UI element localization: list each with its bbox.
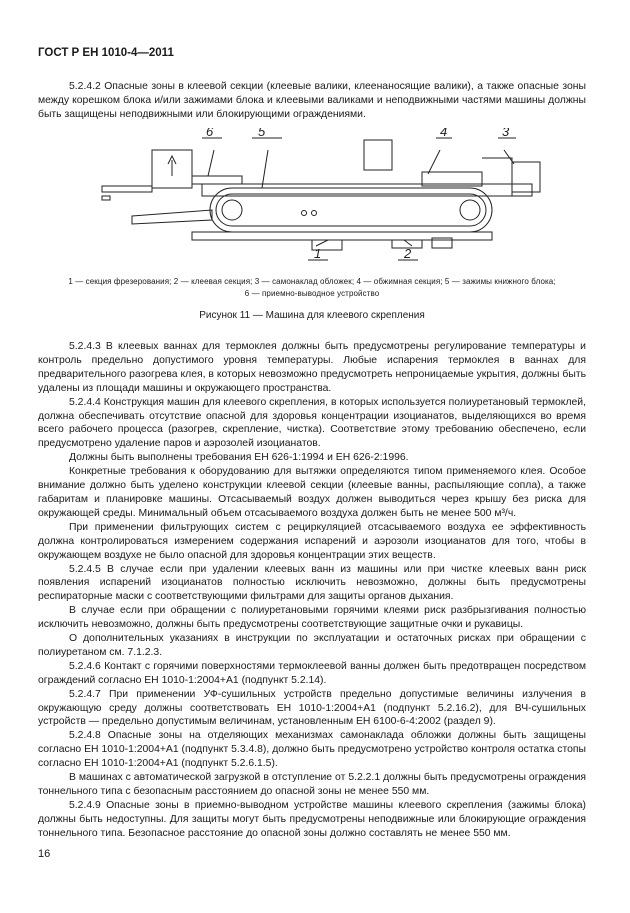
figure-label-6: 6	[206, 128, 214, 139]
paragraph: В машинах с автоматической загрузкой в отступление от 5.2.2.1 должны быть предусмотрены ограждения тоннельного типа с безопасным расстоянием до опасной зоны не менее 550 мм.	[38, 772, 586, 797]
figure-label-2: 2	[404, 246, 412, 261]
figure-label-4: 4	[440, 128, 448, 139]
figure-machine-diagram	[92, 128, 542, 268]
paragraph: 5.2.4.9 Опасные зоны в приемно-выводном устройстве машины клеевого скрепления (зажимы блока) должны быть недоступны. Для защиты могут быть предусмотрены неподвижные или блокирующие ограждения тоннельного типа. Безопасное расстояние до опасной зоны должно составлять не менее 550 мм.	[38, 799, 586, 839]
figure-caption: Рисунок 11 — Машина для клеевого скрепления	[199, 310, 425, 321]
legend-line: 1 — секция фрезерования; 2 — клеевая секция; 3 — самонаклад обложек; 4 — обжимная секция; 5 — зажимы книжного блока;	[68, 277, 556, 286]
page-number: 16	[38, 848, 51, 860]
cover-feeder-box	[512, 162, 540, 192]
cover-feeder-frame	[482, 158, 512, 196]
paragraph: 5.2.4.8 Опасные зоны на отделяющих механизмах самонаклада обложки должны быть защищены согласно ЕН 1010-1:2004+А1 (подпункт 5.3.4.8), должно быть предусмотрено устройство контроля остатка стопы согласно ЕН 1010-1:2004+А1 (подпункт 5.2.6.1.5).	[38, 730, 586, 770]
conveyor-belt-inner	[216, 194, 486, 226]
lower-frame	[192, 232, 492, 240]
paragraph: 5.2.4.3 В клеевых ваннах для термоклея должны быть предусмотрены регулирование температуры и контроль предельно допустимого уровня температуры. Любые испарения термоклея в ваннах для предварительного разогрева клея, в которых невозможно предусмотреть непроницаемые укрытия, должны быть удалены из площади машины и окружающего пространства.	[38, 341, 586, 394]
paragraph: О дополнительных указаниях в инструкции по эксплуатации и остаточных рисках при обращении с полиуретаном см. 7.1.2.3.	[38, 633, 586, 658]
left-small-part	[102, 196, 110, 200]
figure-label-5: 5	[258, 128, 266, 139]
paragraph: 5.2.4.4 Конструкция машин для клеевого скрепления, в которых используется полиуретановый термоклей, должна обеспечивать отсутствие опасной для здоровья концентрации изоцианатов, выделяющихся во время всего рабочего процесса (разогрев, скрепление, чистка). Соответствие этому требованию обеспечено, если предусмотрено удаление паров и аэрозолей изоцианатов.	[38, 396, 586, 450]
figure-legend	[38, 276, 586, 300]
figure-label-1: 1	[314, 246, 322, 261]
paragraph: 5.2.4.5 В случае если при удалении клеевых ванн из машины или при чистке клеевых ванн риск появления испарений изоцианатов полностью исключить невозможно, должны быть предусмотрены респираторные маски с соответствующими фильтрами для защиты органов дыхания.	[38, 563, 586, 603]
paragraph: При применении фильтрующих систем с рециркуляцией отсасываемого воздуха ее эффективность должна контролироваться измерением содержания испарений и аэрозоли изоцианатов для того, чтобы в окружающем воздухе не было опасной для здоровья концентрации этих веществ.	[38, 521, 586, 561]
section-text-main	[38, 340, 586, 841]
leader-line-5	[262, 150, 268, 188]
paragraph: В случае если при обращении с полиуретановыми горячими клеями риск разбрызгивания полностью исключить невозможно, должны быть предусмотрены соответствующие защитные очки и рукавицы.	[38, 605, 586, 631]
arrow-up-icon	[168, 156, 176, 176]
leader-line-6	[208, 150, 214, 176]
pressing-unit-box	[364, 140, 392, 170]
pivot-point	[302, 211, 307, 216]
legend-line: 6 — приемно-выводное устройство	[244, 289, 380, 298]
paragraph: 5.2.4.7 При применении УФ-сушильных устройств предельно допустимые величины излучения в окружающую среду должны соответствовать ЕН 1010-1:2004+А1 (подпункт 5.2.16.2), для ВЧ-сушильных устройств — предельно допустимым величинам, установленным ЕН 6100-6-4:2002 (раздел 9).	[38, 688, 586, 728]
paragraph: 5.2.4.2 Опасные зоны в клеевой секции (клеевые валики, клеенаносящие валики), а также опасные зоны между корешком блока и/или зажимами блока и клеевыми валиками и неподвижными частями машины должны быть защищены неподвижными или блокирующими ограждениями.	[38, 81, 586, 120]
lower-left-chute	[132, 210, 212, 224]
paragraph: 5.2.4.6 Контакт с горячими поверхностями термоклеевой ванны должен быть предотвращен посредством ограждений согласно ЕН 1010-1:2004+А1 (подпункт 5.2.14).	[38, 660, 586, 686]
conveyor-belt	[210, 188, 492, 232]
conveyor-pulley-right	[460, 200, 480, 220]
leader-line-3	[504, 150, 514, 164]
upper-left-rail	[192, 176, 242, 184]
figure-label-3: 3	[502, 128, 510, 139]
section-text-top	[38, 80, 586, 122]
document-header: ГОСТ Р ЕН 1010-4—2011	[38, 47, 174, 59]
conveyor-pulley-left	[222, 200, 242, 220]
paragraph: Должны быть выполнены требования ЕН 626-1:1994 и ЕН 626-2:1996.	[69, 452, 409, 464]
left-frame	[102, 186, 152, 192]
paragraph: Конкретные требования к оборудованию для вытяжки определяются типом применяемого клея. Особое внимание должно быть уделено конструкции клеевой секции (клеевые ванны, распыляющие сопла), а также габаритам и планировке машины. Отсасываемый воздух должен выводиться через крышу без риска для окружающей среды. Минимальный объем отсасываемого воздуха должен быть не менее 500 м³/ч.	[38, 466, 586, 519]
pivot-point	[312, 211, 317, 216]
leader-line-4	[428, 150, 440, 174]
